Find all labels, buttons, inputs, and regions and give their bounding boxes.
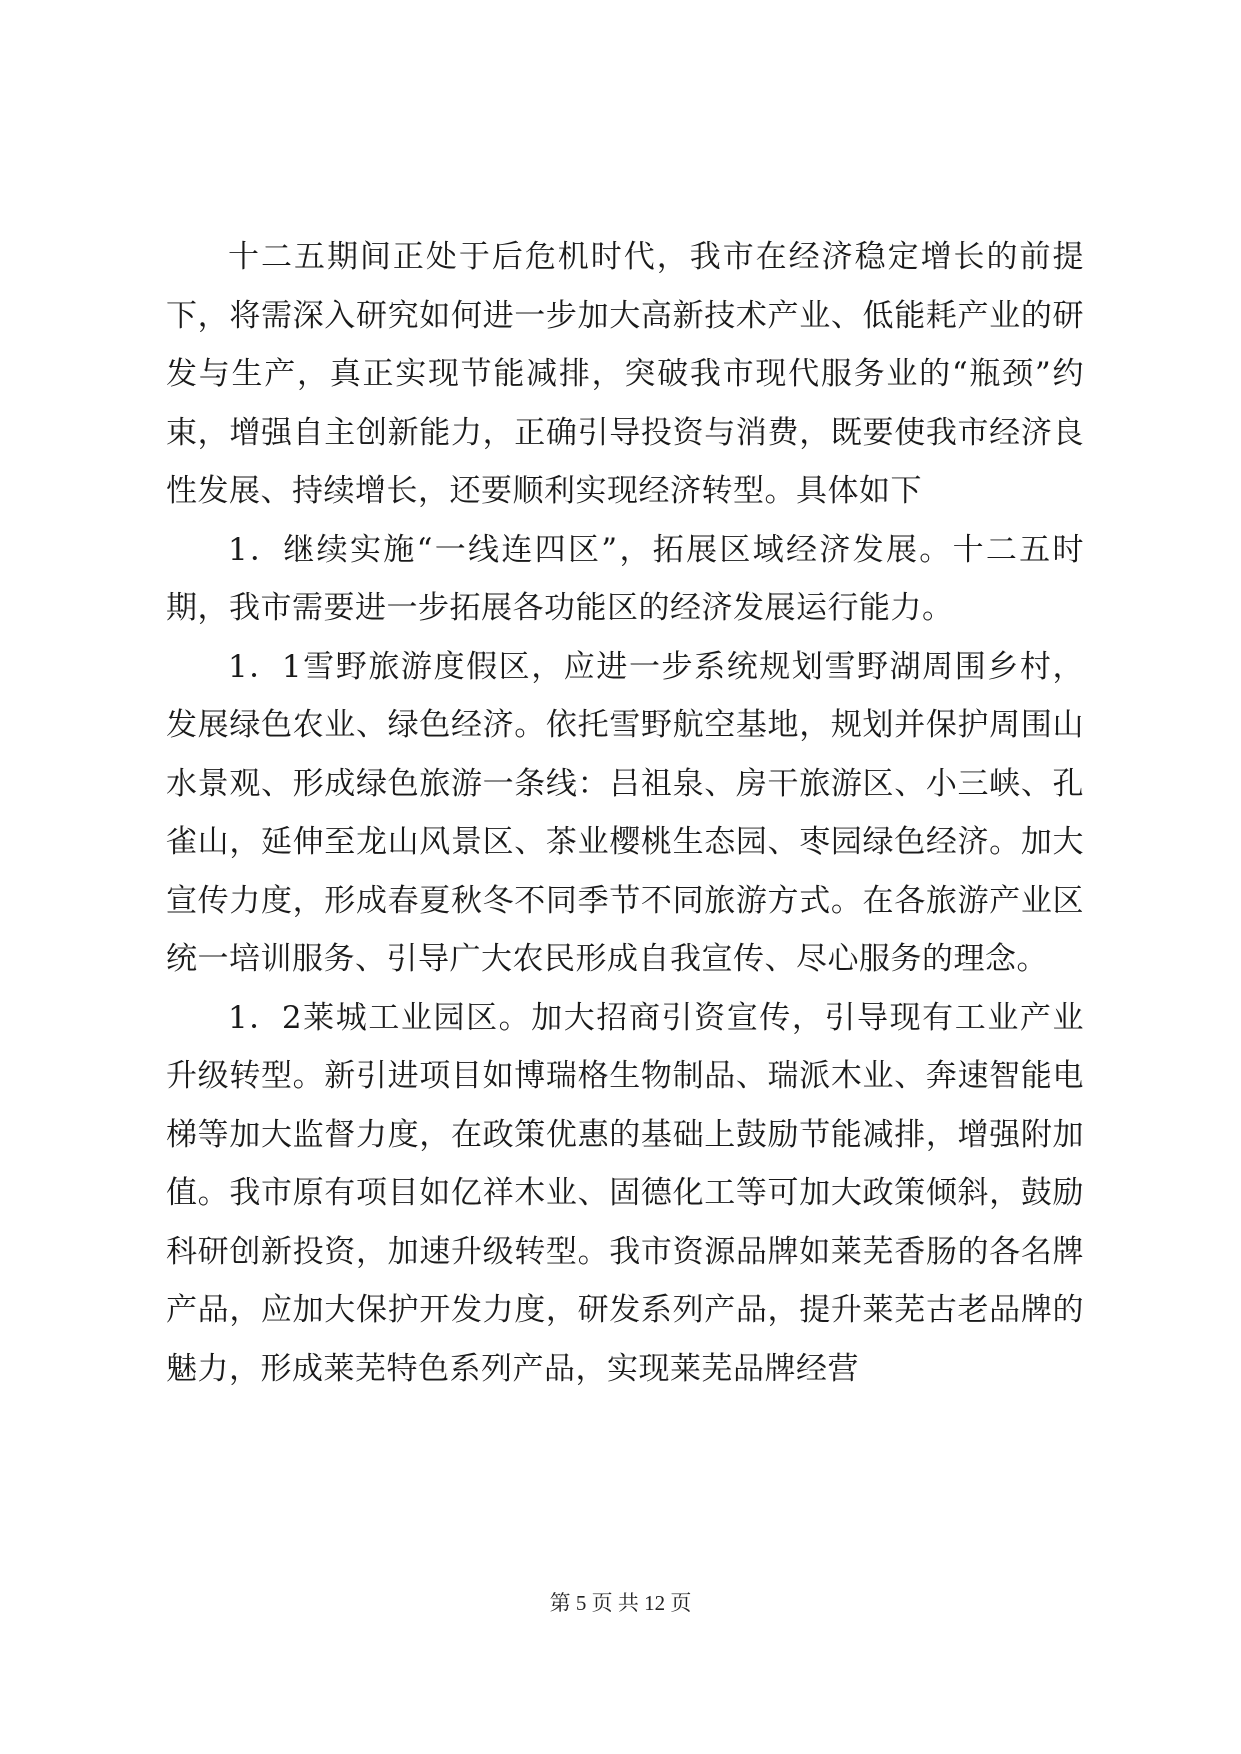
page-number-footer: 第 5 页 共 12 页 — [549, 1591, 692, 1615]
paragraph-section-1: 1．继续实施“一线连四区”，拓展区域经济发展。十二五时期，我市需要进一步拓展各功能区的经济发展运行能力。 — [166, 531, 1084, 626]
paragraph-section-1-2: 1．2莱城工业园区。加大招商引资宣传，引导现有工业产业升级转型。新引进项目如博瑞格生物制品、瑞派木业、奔速智能电梯等加大监督力度，在政策优惠的基础上鼓励节能减排，增强附加值。我市原有项目如亿祥木业、固德化工等可加大政策倾斜，鼓励科研创新投资，加速升级转型。我市资源品牌如莱芜香肠的各名牌产品，应加大保护开发力度，研发系列产品，提升莱芜古老品牌的魅力，形成莱芜特色系列产品，实现莱芜品牌经营 — [166, 999, 1084, 1387]
paragraph-intro: 十二五期间正处于后危机时代，我市在经济稳定增长的前提下，将需深入研究如何进一步加大高新技术产业、低能耗产业的研发与生产，真正实现节能减排，突破我市现代服务业的“瓶颈”约束，增强自主创新能力，正确引导投资与消费，既要使我市经济良性发展、持续增长，还要顺利实现经济转型。具体如下 — [166, 239, 1084, 509]
document-body — [166, 228, 1084, 1398]
paragraph-section-1-1: 1．1雪野旅游度假区，应进一步系统规划雪野湖周围乡村，发展绿色农业、绿色经济。依托雪野航空基地，规划并保护周围山水景观、形成绿色旅游一条线：吕祖泉、房干旅游区、小三峡、孔雀山，延伸至龙山风景区、茶业樱桃生态园、枣园绿色经济。加大宣传力度，形成春夏秋冬不同季节不同旅游方式。在各旅游产业区统一培训服务、引导广大农民形成自我宣传、尽心服务的理念。 — [166, 648, 1084, 977]
